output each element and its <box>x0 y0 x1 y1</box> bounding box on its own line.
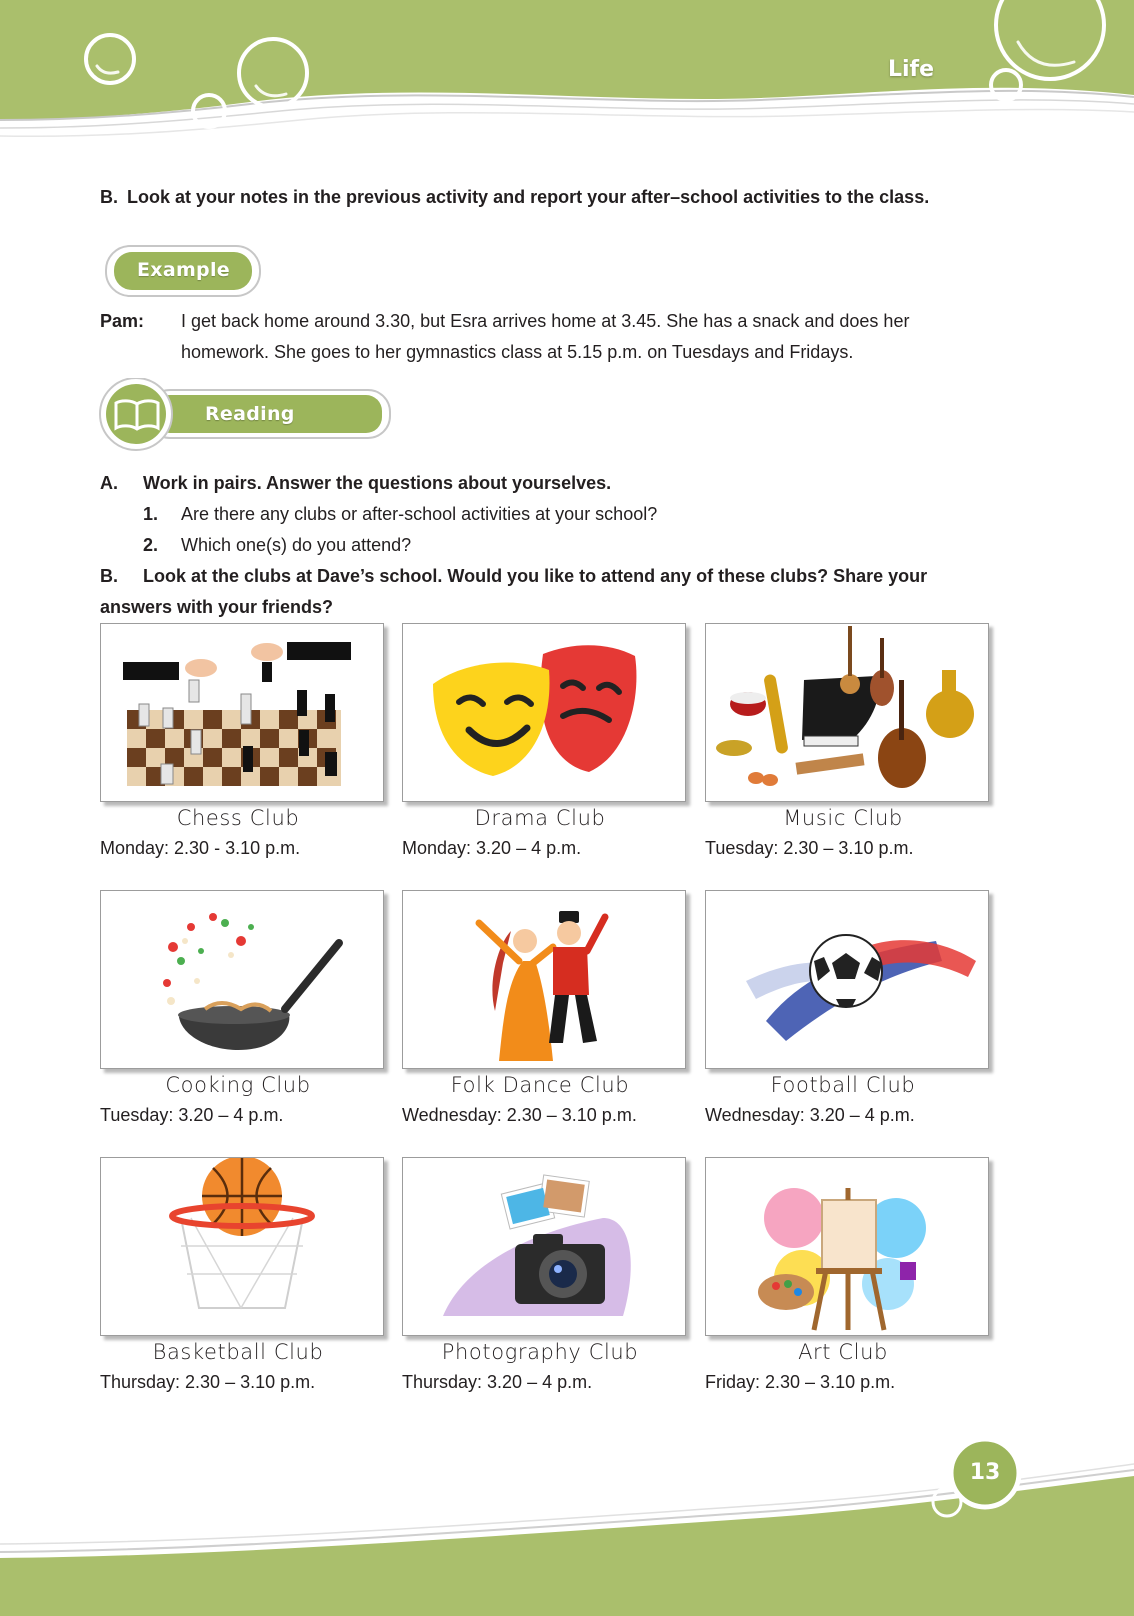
reading-label: Reading <box>205 403 295 425</box>
example-speaker: Pam: <box>100 311 145 331</box>
club-card-music <box>705 623 989 802</box>
club-card-cooking <box>100 890 384 1069</box>
activity-b-instruction: Look at your notes in the previous activity and report your after–school activities to the class. <box>127 187 930 207</box>
basketball-hoop-icon <box>101 1158 383 1335</box>
football-icon <box>706 891 988 1068</box>
club-name-art: Art Club <box>798 1340 888 1364</box>
club-name-music: Music Club <box>783 806 903 830</box>
footer-banner <box>0 1440 1134 1616</box>
reading-a-instruction: Work in pairs. Answer the questions about yourselves. <box>143 473 612 493</box>
club-time-chess: Monday: 2.30 - 3.10 p.m. <box>100 838 301 858</box>
activity-b-letter: B. <box>100 187 118 207</box>
club-card-drama <box>402 623 686 802</box>
reading-b-instruction-line-1: Look at the clubs at Dave’s school. Would you like to attend any of these clubs? Share your <box>143 566 928 586</box>
club-name-chess: Chess Club <box>176 806 300 830</box>
question-number-2: 2. <box>143 535 159 555</box>
club-card-chess <box>100 623 384 802</box>
header-banner <box>0 0 1134 170</box>
camera-icon <box>403 1158 685 1335</box>
reading-b-letter: B. <box>100 566 118 586</box>
club-time-cooking: Tuesday: 3.20 – 4 p.m. <box>100 1105 284 1125</box>
club-name-folk-dance: Folk Dance Club <box>450 1073 630 1097</box>
example-line-1: I get back home around 3.30, but Esra arrives home at 3.45. She has a snack and does her <box>181 311 910 331</box>
easel-palette-icon <box>706 1158 988 1335</box>
club-card-football <box>705 890 989 1069</box>
club-time-folk-dance: Wednesday: 2.30 – 3.10 p.m. <box>402 1105 637 1125</box>
chess-board-icon <box>101 624 383 801</box>
wok-pan-icon <box>101 891 383 1068</box>
open-book-icon <box>113 398 161 432</box>
unit-title: Life <box>888 57 935 82</box>
club-card-basketball <box>100 1157 384 1336</box>
club-card-folk-dance <box>402 890 686 1069</box>
club-name-basketball: Basketball Club <box>152 1340 324 1364</box>
club-name-cooking: Cooking Club <box>165 1073 311 1097</box>
example-label: Example <box>137 259 230 281</box>
club-name-football: Football Club <box>770 1073 916 1097</box>
club-card-photography <box>402 1157 686 1336</box>
club-time-music: Tuesday: 2.30 – 3.10 p.m. <box>705 838 914 858</box>
example-line-2: homework. She goes to her gymnastics class at 5.15 p.m. on Tuesdays and Fridays. <box>181 342 854 362</box>
club-time-photography: Thursday: 3.20 – 4 p.m. <box>402 1372 593 1392</box>
reading-b-instruction-line-2: answers with your friends? <box>100 597 334 617</box>
club-time-basketball: Thursday: 2.30 – 3.10 p.m. <box>100 1372 316 1392</box>
club-time-drama: Monday: 3.20 – 4 p.m. <box>402 838 582 858</box>
question-text-2: Which one(s) do you attend? <box>181 535 412 555</box>
club-name-drama: Drama Club <box>474 806 606 830</box>
club-time-art: Friday: 2.30 – 3.10 p.m. <box>705 1372 896 1392</box>
reading-a-letter: A. <box>100 473 118 493</box>
page-number: 13 <box>969 1460 1001 1485</box>
question-number-1: 1. <box>143 504 159 524</box>
club-name-photography: Photography Club <box>441 1340 639 1364</box>
club-card-art <box>705 1157 989 1336</box>
musical-instruments-icon <box>706 624 988 801</box>
folk-dancers-icon <box>403 891 685 1068</box>
question-text-1: Are there any clubs or after-school activities at your school? <box>181 504 658 524</box>
club-time-football: Wednesday: 3.20 – 4 p.m. <box>705 1105 915 1125</box>
theatre-masks-icon <box>403 624 685 801</box>
